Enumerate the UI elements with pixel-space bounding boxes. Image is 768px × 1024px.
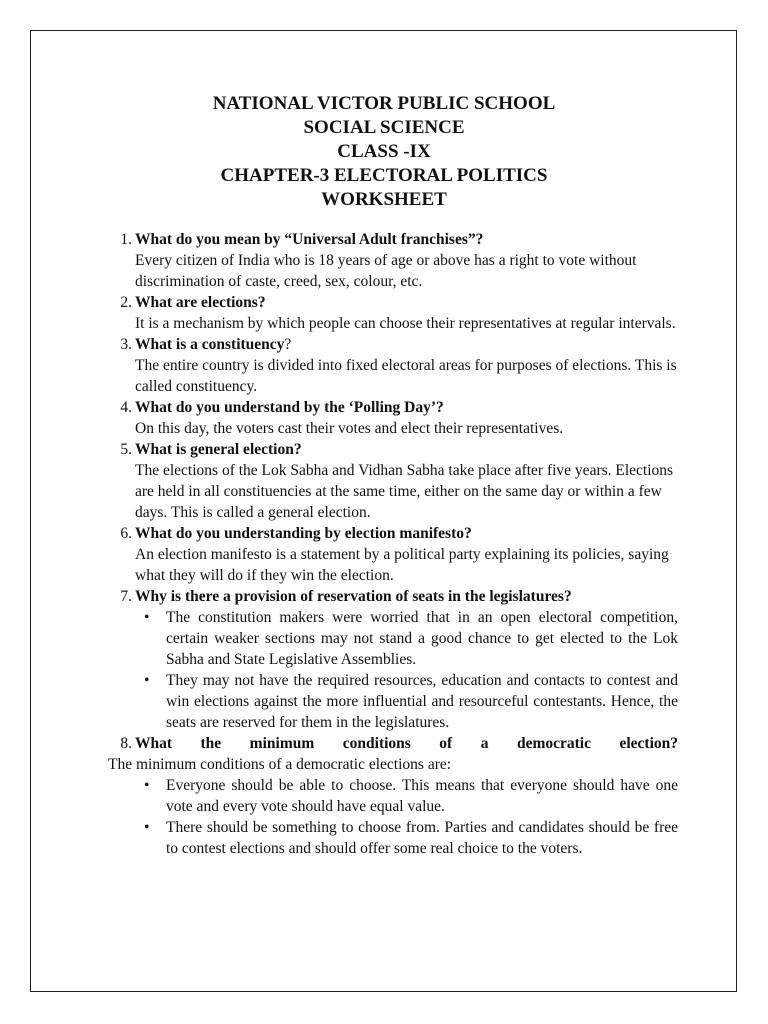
answer-text: An election manifesto is a statement by a political party explaining its policies, saying what they will do if they win the election. xyxy=(135,546,669,584)
question-item-6 xyxy=(108,523,678,586)
question-item-3 xyxy=(108,334,678,397)
question-number: 1. xyxy=(120,231,132,248)
bullet-text: The constitution makers were worried that in an open electoral competition, certain weaker sections may not stand a good chance to get elected to the Lok Sabha and State Legislative Assemblies. xyxy=(166,609,678,668)
bullet-text: Everyone should be able to choose. This means that everyone should have one vote and every vote should have equal value. xyxy=(166,777,678,815)
answer-bullets xyxy=(135,775,678,859)
bullet-item xyxy=(135,670,678,733)
question-number: 7. xyxy=(120,588,132,605)
chapter-title: CHAPTER-3 ELECTORAL POLITICS xyxy=(220,165,548,186)
bullet-icon: • xyxy=(144,609,150,626)
question-text xyxy=(135,334,678,355)
answer-text: The elections of the Lok Sabha and Vidhan Sabha take place after five years. Elections are held in all constituencies at the same time, either on the same day or within a few days. This is called a general election. xyxy=(135,462,674,521)
question-number: 2. xyxy=(120,294,132,311)
answer-text: Every citizen of India who is 18 years of age or above has a right to vote without discrimination of caste, creed, sex, colour, etc. xyxy=(135,252,637,290)
school-name: NATIONAL VICTOR PUBLIC SCHOOL xyxy=(212,93,556,114)
question-text-bold: What is a constituency xyxy=(135,336,285,353)
answer-bullets xyxy=(135,607,678,733)
worksheet-header xyxy=(0,92,768,212)
answer-text: The minimum conditions of a democratic elections are: xyxy=(108,756,452,773)
bullet-icon: • xyxy=(144,672,150,689)
question-number: 8. xyxy=(120,735,132,752)
bullet-text: There should be something to choose from. Parties and candidates should be free to contest elections and should offer some real choice to the voters. xyxy=(166,819,678,857)
worksheet-label: WORKSHEET xyxy=(321,189,447,210)
bullet-item xyxy=(135,607,678,670)
question-number: 6. xyxy=(120,525,132,542)
question-text: Why is there a provision of reservation of seats in the legislatures? xyxy=(135,588,572,605)
answer-text: The entire country is divided into fixed electoral areas for purposes of elections. This is called constituency. xyxy=(135,357,677,395)
question-item-2 xyxy=(108,292,678,334)
question-text: What do you understanding by election manifesto? xyxy=(135,525,472,542)
question-item-7 xyxy=(108,586,678,733)
answer-text: On this day, the voters cast their votes and elect their representatives. xyxy=(135,420,564,437)
question-text: What the minimum conditions of a democratic election? xyxy=(135,735,678,752)
question-item-5 xyxy=(108,439,678,523)
answer-text: It is a mechanism by which people can choose their representatives at regular intervals. xyxy=(135,315,676,332)
question-mark: ? xyxy=(284,336,292,353)
bullet-item xyxy=(135,775,678,817)
question-item-1 xyxy=(108,229,678,292)
bullet-icon: • xyxy=(144,777,150,794)
subject-title: SOCIAL SCIENCE xyxy=(303,117,465,138)
bullet-item xyxy=(135,817,678,859)
question-number: 3. xyxy=(120,336,132,353)
question-text: What is general election? xyxy=(135,441,302,458)
question-item-4 xyxy=(108,397,678,439)
question-item-8 xyxy=(108,733,678,859)
question-number: 5. xyxy=(120,441,132,458)
bullet-text: They may not have the required resources, education and contacts to contest and win elections against the more influential and resourceful contestants. Hence, the seats are reserved for them in the legislatures. xyxy=(166,672,678,731)
question-list xyxy=(108,229,678,859)
class-label: CLASS -IX xyxy=(337,141,431,162)
question-number: 4. xyxy=(120,399,132,416)
bullet-icon: • xyxy=(144,819,150,836)
question-text: What do you understand by the ‘Polling Day’? xyxy=(135,399,444,416)
question-text: What are elections? xyxy=(135,294,266,311)
question-text: What do you mean by “Universal Adult franchises”? xyxy=(135,231,484,248)
